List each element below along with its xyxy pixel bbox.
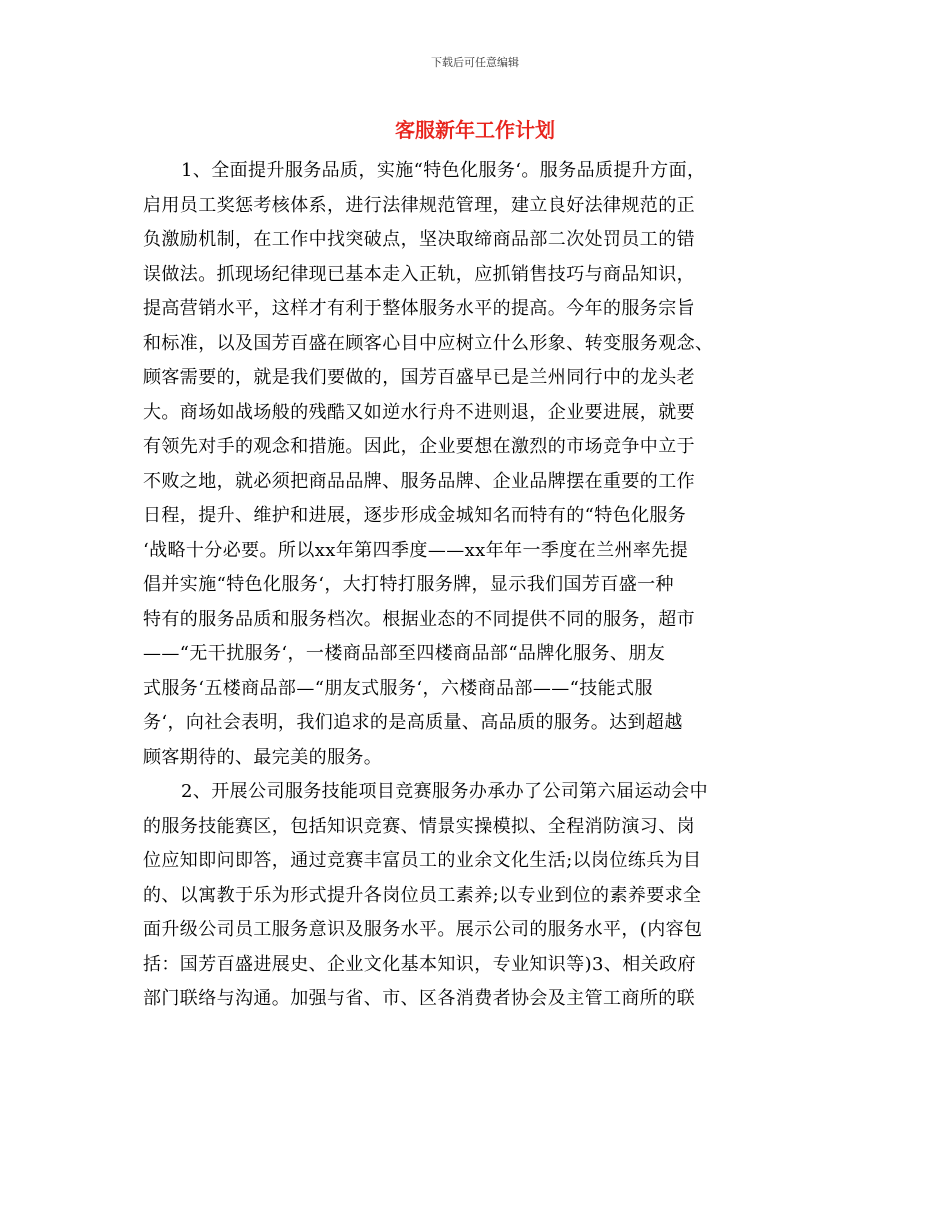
- paragraph-2-line: 2、开展公司服务技能项目竞赛服务办承办了公司第六届运动会中: [181, 781, 709, 802]
- paragraph-1-line: 日程，提升、维护和进展，逐步形成金城知名而特有的“特色化服务: [143, 505, 687, 526]
- paragraph-1-line: 倡并实施“特色化服务‘，大打特打服务牌，显示我们国芳百盛一种: [143, 574, 674, 595]
- paragraph-1-line: 误做法。抓现场纪律现已基本走入正轨，应抓销售技巧与商品知识，: [143, 263, 695, 285]
- paragraph-2-line: 部门联络与沟通。加强与省、市、区各消费者协会及主管工商所的联: [143, 988, 695, 1009]
- paragraph-2-line: 的、以寓教于乐为形式提升各岗位员工素养;以专业到位的素养要求全: [143, 884, 702, 906]
- paragraph-2-line: 括：国芳百盛进展史、企业文化基本知识，专业知识等)3、相关政府: [143, 953, 696, 975]
- paragraph-1-line: 特有的服务品质和服务档次。根据业态的不同提供不同的服务，超市: [143, 608, 695, 630]
- paragraph-1-line: 顾客期待的、最完美的服务。: [143, 746, 383, 768]
- paragraph-1-line: 大。商场如战场般的残酷又如逆水行舟不进则退，企业要进展，就要: [143, 401, 695, 423]
- paragraph-1-line: 启用员工奖惩考核体系，进行法律规范管理，建立良好法律规范的正: [143, 194, 695, 216]
- document-body: [143, 154, 833, 1017]
- paragraph-1-line: 务‘，向社会表明，我们追求的是高质量、高品质的服务。达到超越: [143, 712, 683, 733]
- paragraph-1-line: 1、全面提升服务品质，实施“特色化服务‘。服务品质提升方面，: [181, 160, 706, 181]
- paragraph-1-line: 顾客需要的，就是我们要做的，国芳百盛早已是兰州同行中的龙头老: [143, 367, 695, 388]
- paragraph-1-line: 和标准，以及国芳百盛在顾客心目中应树立什么形象、转变服务观念、: [143, 332, 714, 354]
- paragraph-2-line: 面升级公司员工服务意识及服务水平。展示公司的服务水平，(内容包: [143, 919, 703, 940]
- paragraph-1-line: 有领先对手的观念和措施。因此，企业要想在激烈的市场竞争中立于: [143, 436, 695, 457]
- header-note: 下载后可任意编辑: [431, 56, 519, 69]
- paragraph-1-line: ‘战略十分必要。所以xx年第四季度——xx年年一季度在兰州率先提: [143, 539, 689, 561]
- paragraph-1-line: ——“无干扰服务‘，一楼商品部至四楼商品部“品牌化服务、朋友: [143, 643, 666, 664]
- paragraph-1-line: 不败之地，就必须把商品品牌、服务品牌、企业品牌摆在重要的工作: [143, 470, 695, 492]
- paragraph-1-line: 负激励机制，在工作中找突破点，坚决取缔商品部二次处罚员工的错: [143, 229, 695, 250]
- paragraph-1-line: 提高营销水平，这样才有利于整体服务水平的提高。今年的服务宗旨: [143, 298, 695, 319]
- paragraph-1-line: 式服务‘五楼商品部—“朋友式服务‘，六楼商品部——“技能式服: [143, 677, 653, 699]
- paragraph-2-line: 位应知即问即答，通过竞赛丰富员工的业余文化生活;以岗位练兵为目: [143, 850, 702, 871]
- document-title: 客服新年工作计划: [395, 118, 555, 142]
- paragraph-2-line: 的服务技能赛区，包括知识竞赛、情景实操模拟、全程消防演习、岗: [143, 815, 695, 837]
